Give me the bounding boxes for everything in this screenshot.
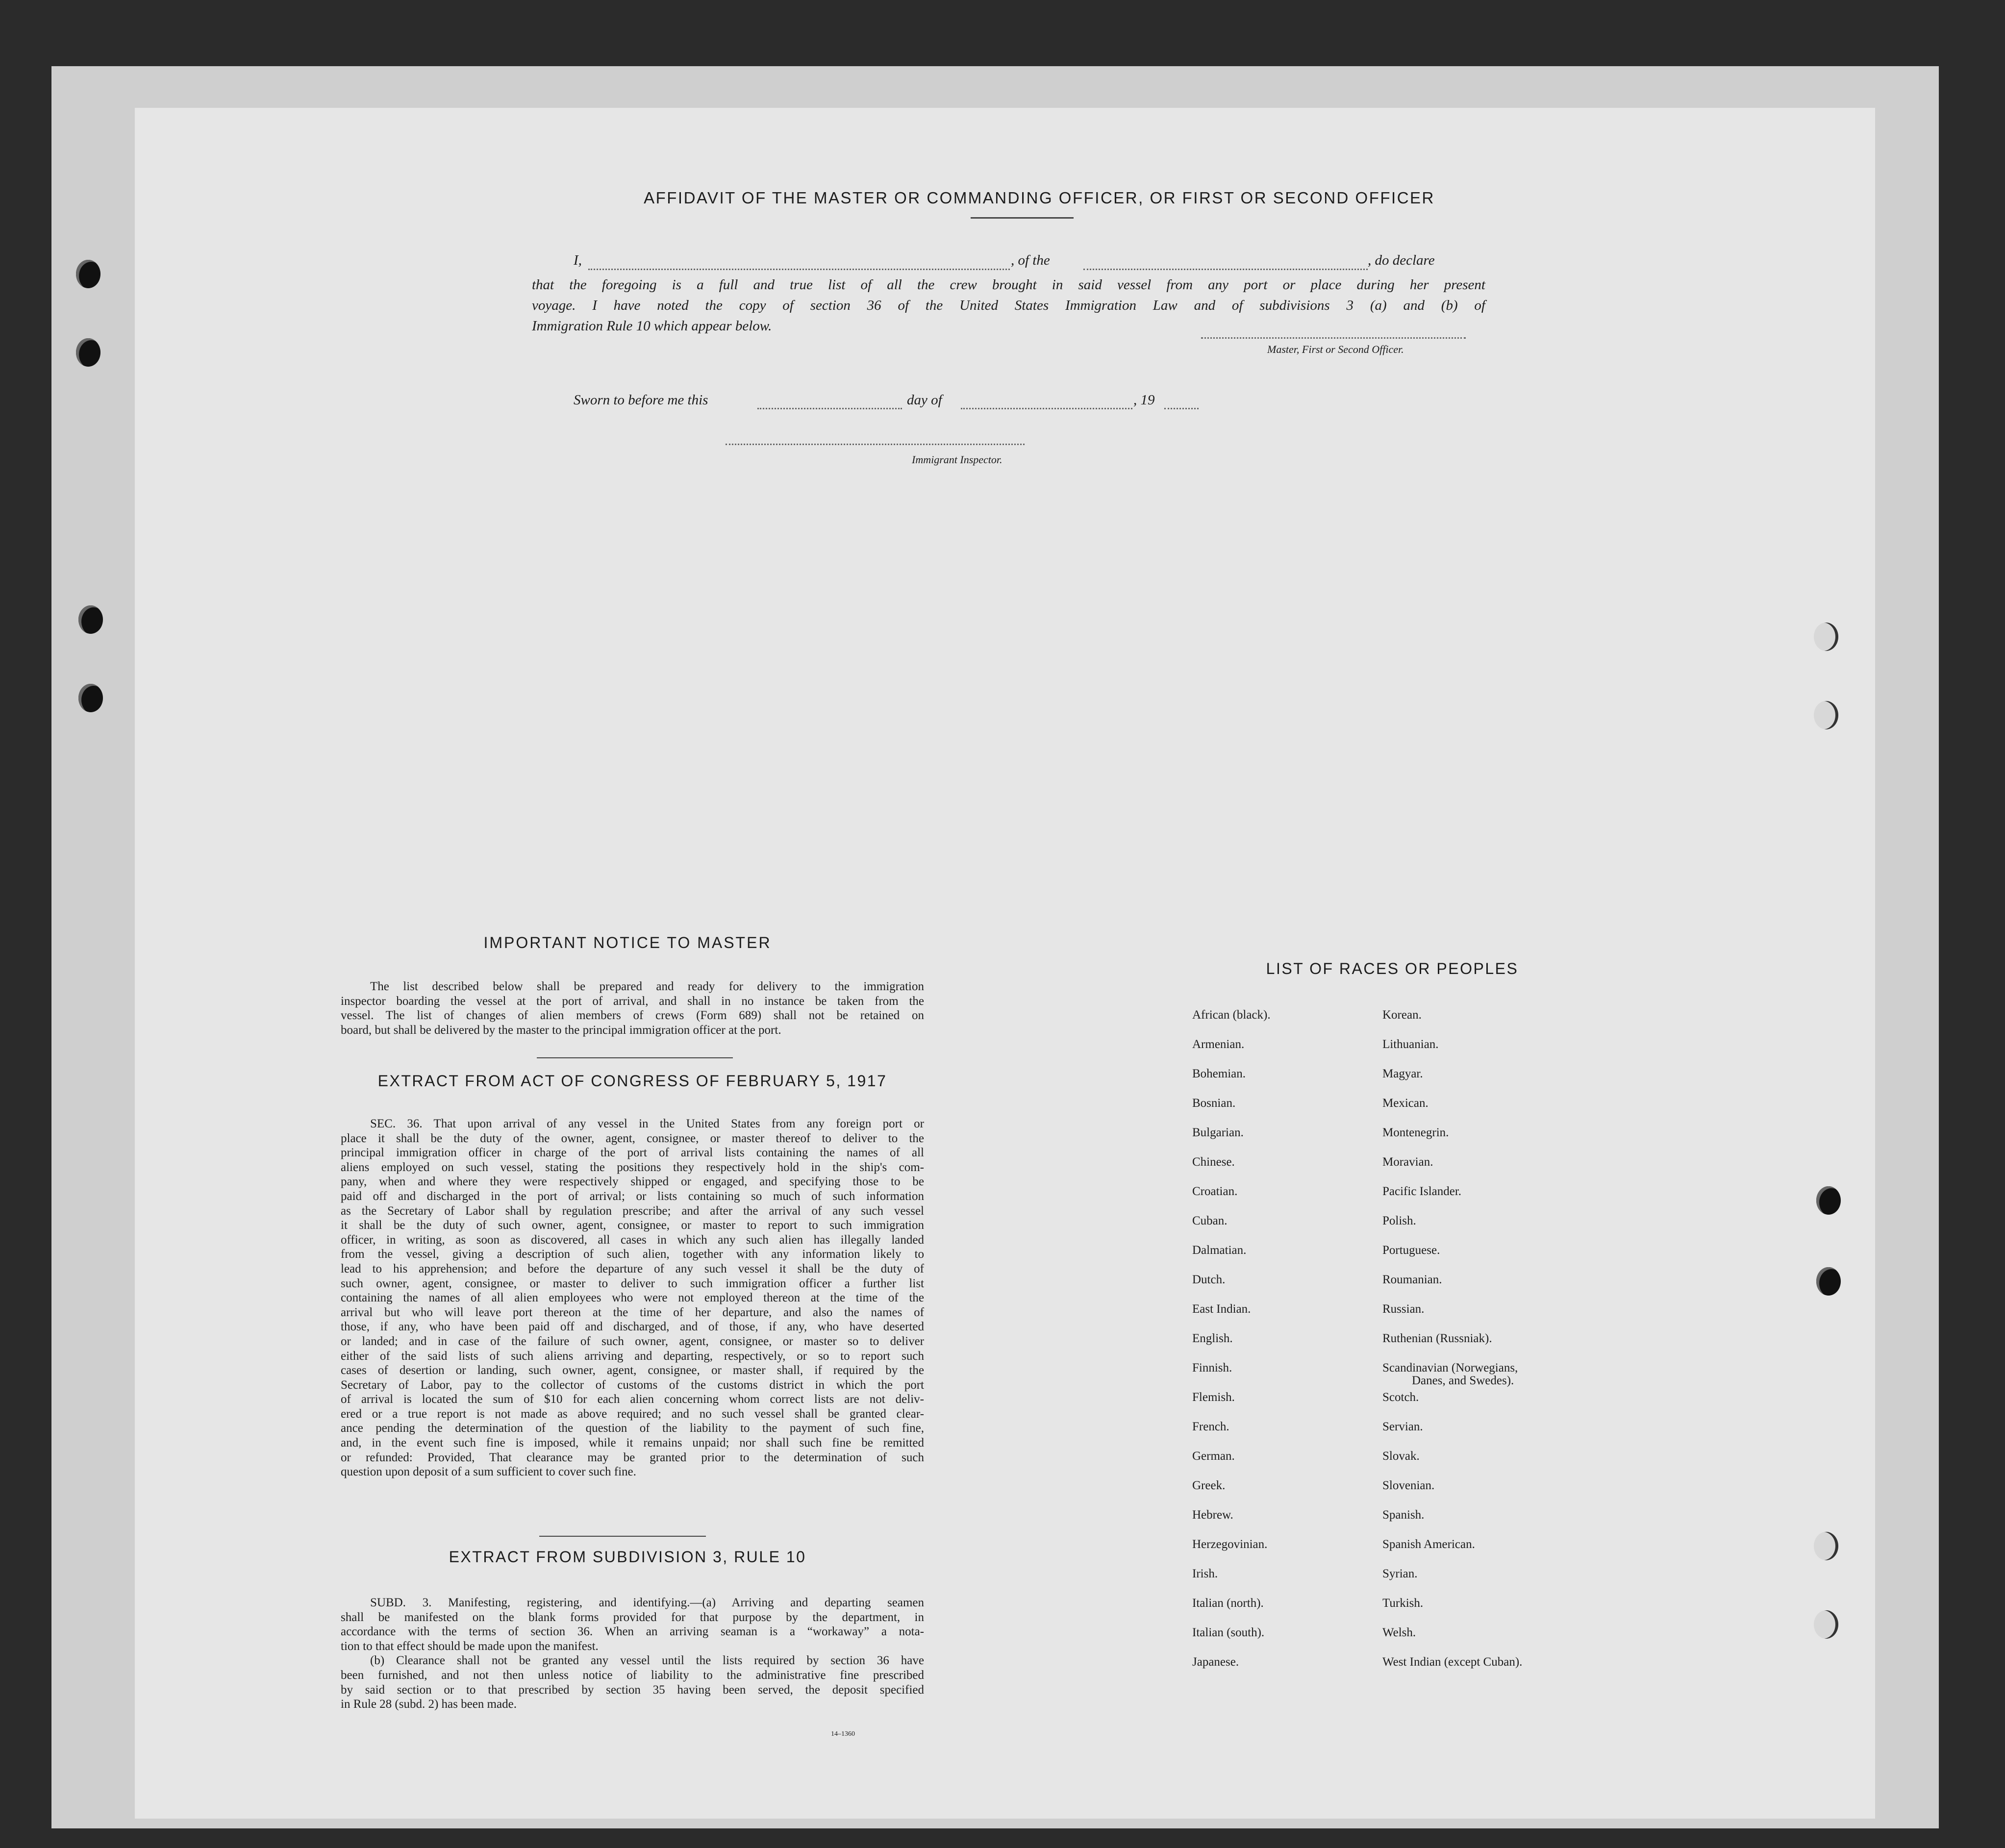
- text-line: from the vessel, giving a description of such alien, together with any information likely to: [341, 1248, 924, 1261]
- race-item: Spanish.: [1382, 1508, 1425, 1522]
- race-item: Moravian.: [1382, 1155, 1433, 1169]
- race-item: Italian (south).: [1192, 1626, 1265, 1639]
- text-line: tion to that effect should be made upon the manifest.: [341, 1639, 599, 1653]
- binder-hole-icon: [1814, 701, 1838, 729]
- declaration-line-1: that the foregoing is a full and true list of all the crew brought in said vessel from any port or place during her present: [532, 277, 1485, 293]
- race-item: Flemish.: [1192, 1391, 1235, 1404]
- rule-extract-title: EXTRACT FROM SUBDIVISION 3, RULE 10: [449, 1548, 806, 1566]
- race-item: Bosnian.: [1192, 1097, 1236, 1110]
- race-item: Dutch.: [1192, 1273, 1226, 1286]
- binder-hole-icon: [78, 684, 103, 712]
- text-line: either of the said lists of such aliens arriving and departing, respectively, or so to report such: [341, 1349, 924, 1363]
- text-line: it shall be the duty of such owner, agent, consignee, or master to report to such immigration: [341, 1219, 924, 1232]
- text-line: principal immigration officer in charge of the port of arrival lists containing the names of all: [341, 1146, 924, 1160]
- affidavit-title: AFFIDAVIT OF THE MASTER OR COMMANDING OFFICER, OR FIRST OR SECOND OFFICER: [644, 189, 1435, 207]
- text-line: such owner, agent, consignee, or master to deliver to such immigration officer a further list: [341, 1276, 924, 1290]
- text-line: containing the names of all alien employees who were not employed thereon at the time of the: [341, 1291, 924, 1305]
- text-line: The list described below shall be prepared and ready for delivery to the immigration: [370, 980, 924, 993]
- act-extract-title: EXTRACT FROM ACT OF CONGRESS OF FEBRUARY 5, 1917: [377, 1072, 887, 1090]
- race-item: Hebrew.: [1192, 1508, 1233, 1522]
- text-line: vessel. The list of changes of alien members of crews (Form 689) shall not be retained on: [341, 1009, 924, 1023]
- text-line: as the Secretary of Labor shall by regulation prescribe; and after the arrival of any such vessel: [341, 1204, 924, 1218]
- race-item: East Indian.: [1192, 1302, 1251, 1316]
- race-item: French.: [1192, 1420, 1229, 1433]
- text-line: by said section or to that prescribed by section 35 having been served, the deposit specified: [341, 1683, 924, 1697]
- race-item: Portuguese.: [1382, 1244, 1440, 1257]
- race-item: Pacific Islander.: [1382, 1185, 1462, 1198]
- race-item: Turkish.: [1382, 1597, 1424, 1610]
- text-line: officer, in writing, as soon as discovered, all cases in which any such alien has illegally landed: [341, 1233, 924, 1247]
- race-item: African (black).: [1192, 1008, 1271, 1022]
- race-item: Greek.: [1192, 1479, 1226, 1492]
- text-line: or landed; and in case of the failure of such owner, agent, consignee, or master so to deliver: [341, 1334, 924, 1348]
- race-item: Mexican.: [1382, 1097, 1429, 1110]
- race-item: Russian.: [1382, 1302, 1425, 1316]
- binder-hole-icon: [1814, 1532, 1838, 1560]
- text-line: and, in the event such fine is imposed, while it remains unpaid; nor shall such fine be remitted: [341, 1436, 924, 1450]
- race-item: Italian (north).: [1192, 1597, 1264, 1610]
- race-item: Slovenian.: [1382, 1479, 1435, 1492]
- race-item: Ruthenian (Russniak).: [1382, 1332, 1492, 1345]
- declaration-line-3: Immigration Rule 10 which appear below.: [532, 318, 772, 334]
- race-item: Finnish.: [1192, 1361, 1232, 1374]
- divider: [537, 1057, 733, 1058]
- binder-hole-icon: [1816, 1267, 1841, 1296]
- day-blank: [757, 408, 902, 409]
- race-item: German.: [1192, 1449, 1235, 1463]
- race-item: Scotch.: [1382, 1391, 1419, 1404]
- text-line: lead to his apprehension; and before the departure of any such vessel it shall be the duty of: [341, 1262, 924, 1275]
- race-item: Dalmatian.: [1192, 1244, 1247, 1257]
- name-blank: [588, 269, 1010, 270]
- text-line: been furnished, and not then unless notice of liability to the administrative fine prescribed: [341, 1668, 924, 1682]
- binder-hole-icon: [1814, 623, 1838, 651]
- signature-caption: Master, First or Second Officer.: [1267, 343, 1404, 355]
- binder-hole-icon: [76, 338, 100, 367]
- inspector-caption: Immigrant Inspector.: [912, 453, 1002, 466]
- binder-hole-icon: [1814, 1610, 1838, 1639]
- do-declare-label: , do declare: [1368, 252, 1435, 268]
- day-of-label: day of: [907, 392, 942, 408]
- form-number: 14–1360: [831, 1730, 855, 1738]
- race-item: Polish.: [1382, 1214, 1416, 1227]
- text-line: Secretary of Labor, pay to the collector of customs of the customs district in which the port: [341, 1378, 924, 1392]
- race-item: West Indian (except Cuban).: [1382, 1655, 1523, 1669]
- year-blank: [1164, 408, 1199, 409]
- text-line: (b) Clearance shall not be granted any vessel until the lists required by section 36 have: [370, 1654, 924, 1668]
- race-item: Servian.: [1382, 1420, 1423, 1433]
- year-label: , 19: [1133, 392, 1155, 408]
- race-item: Croatian.: [1192, 1185, 1238, 1198]
- race-item: Syrian.: [1382, 1567, 1418, 1580]
- act-extract-paragraph: [341, 1117, 924, 1479]
- race-item: Spanish American.: [1382, 1538, 1475, 1551]
- vessel-blank: [1083, 269, 1368, 270]
- text-line: paid off and discharged in the port of arrival; or lists containing so much of such information: [341, 1189, 924, 1203]
- race-item: Japanese.: [1192, 1655, 1239, 1669]
- text-line: board, but shall be delivered by the master to the principal immigration officer at the port.: [341, 1023, 781, 1037]
- text-line: or refunded: Provided, That clearance may be granted prior to the determination of such: [341, 1450, 924, 1464]
- text-line: ered or a true report is not made as above required; and no such vessel shall be granted clear-: [341, 1407, 924, 1421]
- binder-hole-icon: [1816, 1186, 1841, 1215]
- text-line: shall be manifested on the blank forms provided for that purpose by the department, in: [341, 1610, 924, 1624]
- text-line: cases of desertion or landing, such owner, agent, consignee, or master shall, if required by the: [341, 1364, 924, 1377]
- text-line: of arrival is located the sum of $10 for each alien concerning whom correct lists are not deliv-: [341, 1393, 924, 1406]
- race-item: Lithuanian.: [1382, 1038, 1439, 1051]
- race-item: Chinese.: [1192, 1155, 1235, 1169]
- text-line: in Rule 28 (subd. 2) has been made.: [341, 1698, 517, 1711]
- race-item: Magyar.: [1382, 1067, 1423, 1080]
- i-label: I,: [574, 252, 582, 268]
- divider: [539, 1536, 706, 1537]
- race-item: Irish.: [1192, 1567, 1218, 1580]
- notice-paragraph: [341, 979, 924, 1037]
- text-line: accordance with the terms of section 36. When an arriving seaman is a “workaway” a nota-: [341, 1625, 924, 1639]
- text-line: inspector boarding the vessel at the port of arrival, and shall in no instance be taken from the: [341, 994, 924, 1008]
- binder-hole-icon: [76, 260, 100, 288]
- text-line: arrival but who will leave port thereon at the time of her departure, and also the names of: [341, 1305, 924, 1319]
- sworn-label: Sworn to before me this: [574, 392, 708, 408]
- signature-blank: [1201, 337, 1466, 339]
- race-item: Welsh.: [1382, 1626, 1416, 1639]
- race-item: Bulgarian.: [1192, 1126, 1244, 1139]
- text-line: those, if any, who have been paid off and discharged, and of those, if any, who have deserted: [341, 1320, 924, 1334]
- race-item: Danes, and Swedes).: [1412, 1374, 1514, 1387]
- race-item: Cuban.: [1192, 1214, 1228, 1227]
- text-line: question upon deposit of a sum sufficient to cover such fine.: [341, 1465, 636, 1479]
- text-line: SUBD. 3. Manifesting, registering, and identifying.—(a) Arriving and departing seamen: [370, 1596, 924, 1609]
- notice-title: IMPORTANT NOTICE TO MASTER: [483, 934, 772, 951]
- races-title: LIST OF RACES OR PEOPLES: [1266, 960, 1519, 977]
- text-line: aliens employed on such vessel, stating the positions they respectively hold in the ship's com-: [341, 1160, 924, 1174]
- race-item: English.: [1192, 1332, 1233, 1345]
- declaration-line-2: voyage. I have noted the copy of section 36 of the United States Immigration Law and of subdivisions 3 (a) and (b) of: [532, 298, 1485, 313]
- text-line: SEC. 36. That upon arrival of any vessel in the United States from any foreign port or: [370, 1117, 924, 1130]
- text-line: place it shall be the duty of the owner, agent, consignee, or master thereof to deliver to the: [341, 1131, 924, 1145]
- binder-hole-icon: [78, 605, 103, 634]
- race-item: Scandinavian (Norwegians,: [1382, 1361, 1518, 1374]
- race-item: Armenian.: [1192, 1038, 1245, 1051]
- race-item: Bohemian.: [1192, 1067, 1246, 1080]
- of-the-label: , of the: [1011, 252, 1050, 268]
- race-item: Montenegrin.: [1382, 1126, 1449, 1139]
- race-item: Roumanian.: [1382, 1273, 1442, 1286]
- rule-extract-paragraph: [341, 1596, 924, 1712]
- inspector-signature-blank: [726, 444, 1025, 445]
- race-item: Slovak.: [1382, 1449, 1420, 1463]
- divider: [971, 217, 1074, 219]
- text-line: ance pending the determination of the question of the liability to the payment of such fine,: [341, 1422, 924, 1435]
- race-item: Korean.: [1382, 1008, 1422, 1022]
- month-blank: [961, 408, 1132, 409]
- text-line: pany, when and where they were respectively shipped or engaged, and specifying those to be: [341, 1175, 924, 1189]
- race-item: Herzegovinian.: [1192, 1538, 1268, 1551]
